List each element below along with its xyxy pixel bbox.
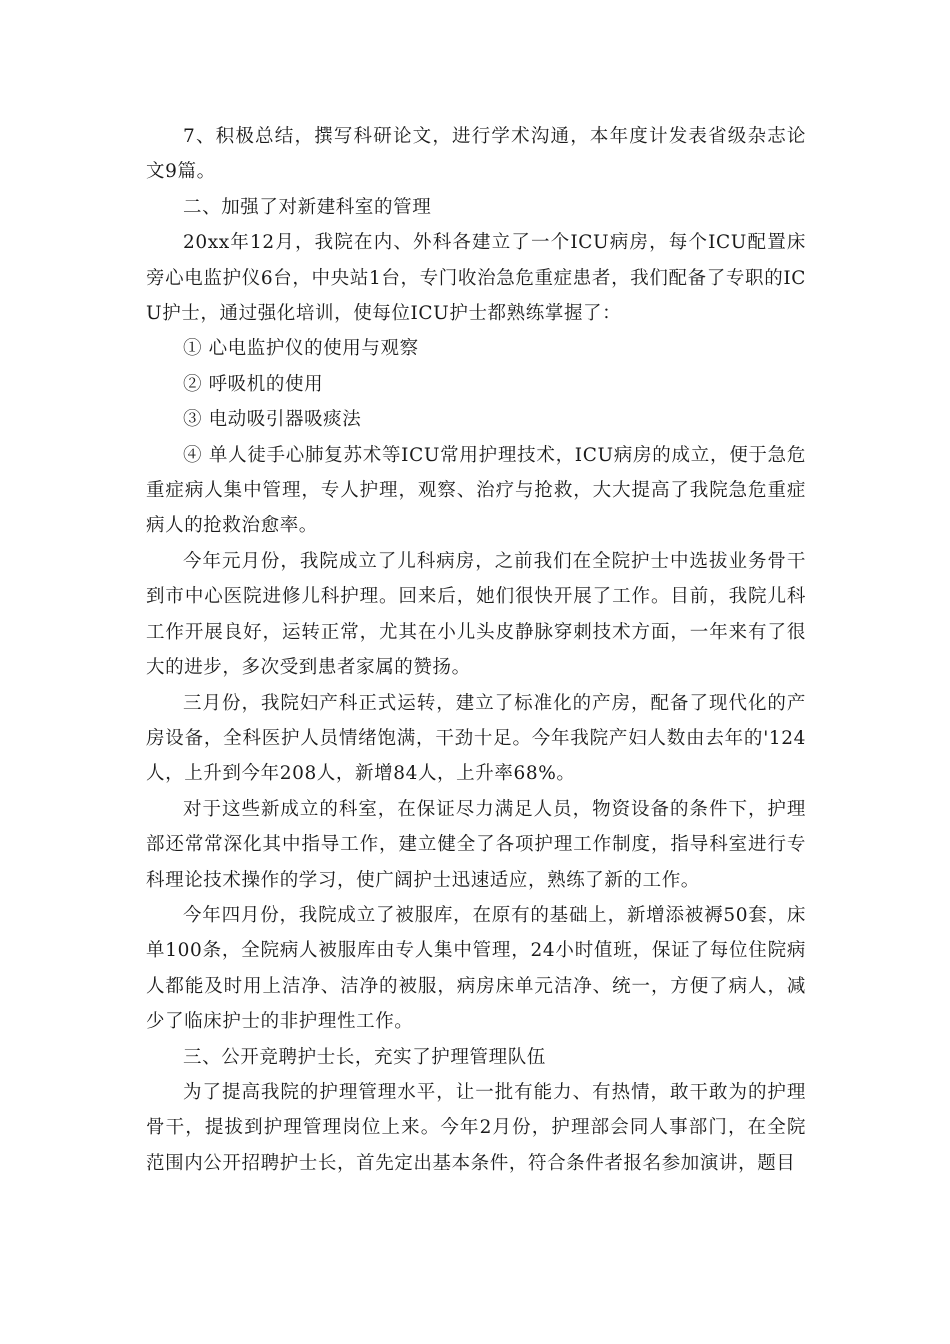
paragraph-guidance: 对于这些新成立的科室，在保证尽力满足人员，物资设备的条件下，护理部还常常深化其中指导工作，建立健全了各项护理工作制度，指导科室进行专科理论技术操作的学习，使广阔护士迅速适应，熟练了新的工作。 xyxy=(146,798,806,891)
list-item-monitor: ① 心电监护仪的使用与观察 xyxy=(183,338,419,360)
paragraph-research-papers: 7、积极总结，撰写科研论文，进行学术沟通，本年度计发表省级杂志论文9篇。 xyxy=(146,126,806,183)
section-heading-new-departments: 二、加强了对新建科室的管理 xyxy=(183,196,432,218)
paragraph-pediatrics: 今年元月份，我院成立了儿科病房，之前我们在全院护士中选拔业务骨干到市中心医院进修儿科护理。回来后，她们很快开展了工作。目前，我院儿科工作开展良好，运转正常，尤其在小儿头皮静脉穿刺技术方面，一年来有了很大的进步，多次受到患者家属的赞扬。 xyxy=(146,550,806,679)
paragraph-icu-setup: 20xx年12月，我院在内、外科各建立了一个ICU病房，每个ICU配置床旁心电监护仪6台，中央站1台，专门收治急危重症患者，我们配备了专职的ICU护士，通过强化培训，使每位ICU护士都熟练掌握了： xyxy=(146,232,806,325)
paragraph-linen-store: 今年四月份，我院成立了被服库，在原有的基础上，新增添被褥50套，床单100条，全院病人被服库由专人集中管理，24小时值班，保证了每位住院病人都能及时用上洁净、洁净的被服，病房床单元洁净、统一，方便了病人，减少了临床护士的非护理性工作。 xyxy=(146,904,806,1033)
list-item-suction: ③ 电动吸引器吸痰法 xyxy=(183,409,362,431)
paragraph-obstetrics: 三月份，我院妇产科正式运转，建立了标准化的产房，配备了现代化的产房设备，全科医护人员情绪饱满，干劲十足。今年我院产妇人数由去年的'124人，上升到今年208人，新增84人，上升率68%。 xyxy=(146,692,806,785)
document-body xyxy=(146,119,806,1181)
paragraph-recruitment: 为了提高我院的护理管理水平，让一批有能力、有热情，敢干敢为的护理骨干，提拔到护理管理岗位上来。今年2月份，护理部会同人事部门，在全院范围内公开招聘护士长，首先定出基本条件，符合条件者报名参加演讲，题目 xyxy=(146,1081,806,1174)
list-item-cpr: ④ 单人徒手心肺复苏术等ICU常用护理技术，ICU病房的成立，便于急危重症病人集中管理，专人护理，观察、治疗与抢救，大大提高了我院急危重症病人的抢救治愈率。 xyxy=(146,444,806,537)
section-heading-head-nurse: 三、公开竞聘护士长，充实了护理管理队伍 xyxy=(183,1046,546,1068)
list-item-ventilator: ② 呼吸机的使用 xyxy=(183,373,324,395)
